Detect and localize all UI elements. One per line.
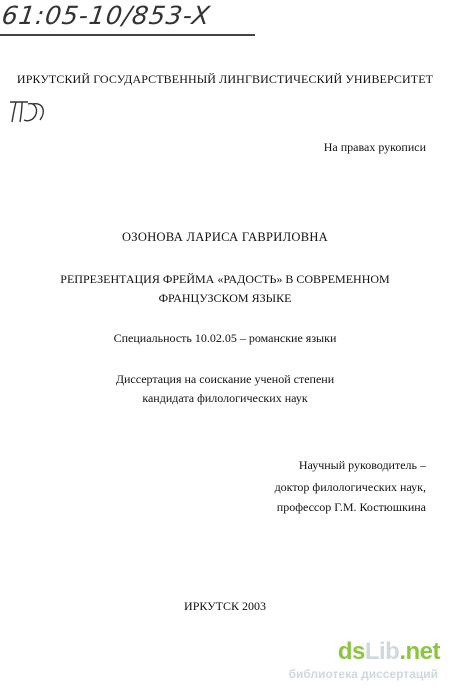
supervisor-line-1: Научный руководитель – (298, 458, 426, 472)
university-name: ИРКУТСКИЙ ГОСУДАРСТВЕННЫЙ ЛИНГВИСТИЧЕСКИЙ УНИВЕРСИТЕТ (16, 72, 434, 86)
thesis-title-line-1: РЕПРЕЗЕНТАЦИЯ ФРЕЙМА «РАДОСТЬ» В СОВРЕМЕННОМ (60, 272, 390, 286)
author-name: ОЗОНОВА ЛАРИСА ГАВРИЛОВНА (121, 230, 329, 244)
dissertation-degree-line-1: Диссертация на соискание ученой степени (115, 372, 335, 386)
watermark-logo-net: .net (399, 638, 440, 665)
supervisor-line-2: доктор филологических наук, (274, 480, 426, 494)
handwritten-mark-icon (8, 98, 48, 126)
thesis-title-line-2: ФРАНЦУЗСКОМ ЯЗЫКЕ (158, 291, 292, 305)
city-year: ИРКУТСК 2003 (184, 599, 266, 613)
watermark-logo-ds: ds (337, 638, 365, 665)
watermark-logo (338, 638, 440, 666)
stamp-underline (0, 34, 255, 36)
supervisor-line-3: профессор Г.М. Костюшкина (276, 500, 426, 514)
archive-stamp: 61:05-10/853-X (0, 1, 213, 30)
watermark-logo-lib: Lib (364, 638, 400, 665)
watermark-subtitle: библиотека диссертаций (288, 667, 438, 681)
dissertation-degree-line-2: кандидата филологических наук (142, 391, 308, 405)
manuscript-rights-label: На правах рукописи (323, 140, 426, 154)
specialty-line: Специальность 10.02.05 – романские языки (113, 331, 337, 345)
dslib-watermark (288, 638, 440, 686)
